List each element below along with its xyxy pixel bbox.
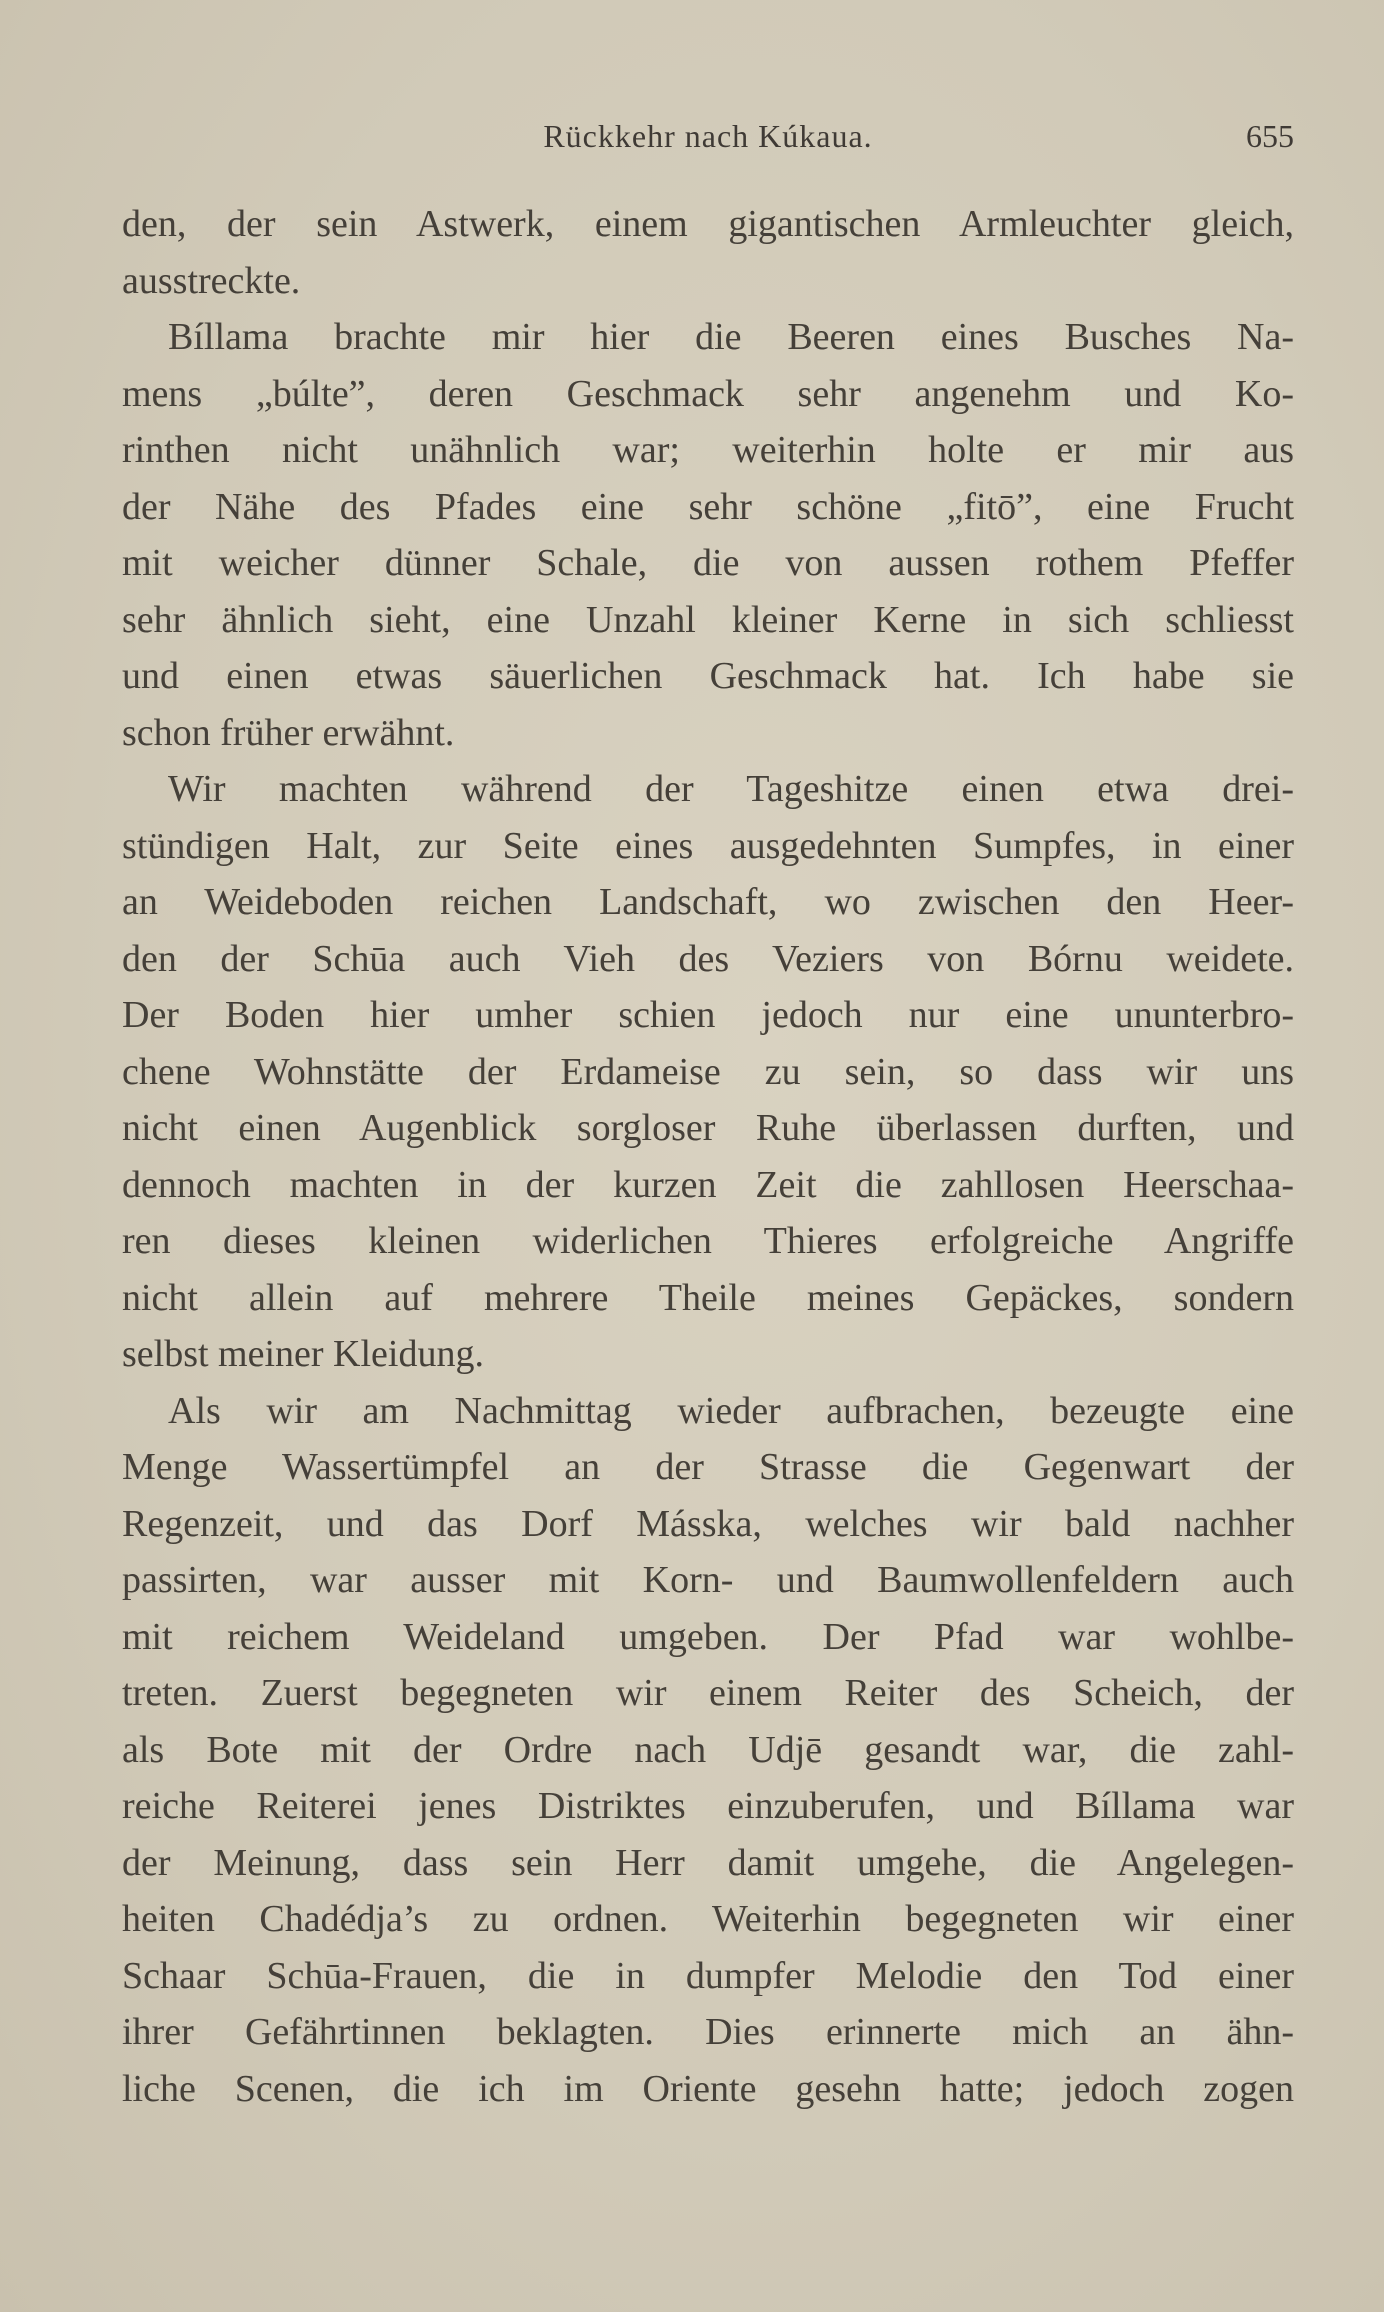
text-line: passirten, war ausser mit Korn- und Baumwollenfeldern auch [122, 1559, 1294, 1601]
text-line: den, der sein Astwerk, einem gigantischen Armleuchter gleich, [122, 203, 1294, 245]
text-line: nicht einen Augenblick sorgloser Ruhe überlassen durften, und [122, 1107, 1294, 1149]
text-line: treten. Zuerst begegneten wir einem Reiter des Scheich, der [122, 1672, 1294, 1714]
text-line: mit reichem Weideland umgeben. Der Pfad war wohlbe- [122, 1615, 1294, 1658]
text-line: sehr ähnlich sieht, eine Unzahl kleiner Kerne in sich schliesst [122, 598, 1294, 641]
text-line: reiche Reiterei jenes Distriktes einzuberufen, und Bíllama war [122, 1785, 1294, 1827]
body-text [122, 196, 1294, 2117]
text-line: ausstreckte. [122, 259, 301, 302]
text-line: stündigen Halt, zur Seite eines ausgedehnten Sumpfes, in einer [122, 824, 1294, 867]
text-line: selbst meiner Kleidung. [122, 1333, 484, 1375]
text-line: der Nähe des Pfades eine sehr schöne „fitō”, eine Frucht [122, 485, 1294, 528]
text-line: und einen etwas säuerlichen Geschmack hat. Ich habe sie [122, 655, 1294, 697]
text-line: den der Schūa auch Vieh des Veziers von Bórnu weidete. [122, 937, 1294, 980]
text-line: mens „búlte”, deren Geschmack sehr angenehm und Ko- [122, 372, 1294, 415]
text-line: an Weideboden reichen Landschaft, wo zwischen den Heer- [122, 881, 1294, 923]
text-line: Wir machten während der Tageshitze einen etwa drei- [168, 768, 1294, 810]
text-line: rinthen nicht unähnlich war; weiterhin holte er mir aus [122, 429, 1294, 471]
text-line: mit weicher dünner Schale, die von aussen rothem Pfeffer [122, 542, 1294, 584]
text-line: ihrer Gefährtinnen beklagten. Dies erinnerte mich an ähn- [122, 2011, 1294, 2053]
text-line: Schaar Schūa-Frauen, die in dumpfer Melodie den Tod einer [122, 1954, 1294, 1997]
text-line: liche Scenen, die ich im Oriente gesehn hatte; jedoch zogen [122, 2067, 1294, 2110]
page-number: 655 [1246, 118, 1294, 154]
text-line: heiten Chadédja’s zu ordnen. Weiterhin begegneten wir einer [122, 1898, 1294, 1940]
text-line: nicht allein auf mehrere Theile meines Gepäckes, sondern [122, 1276, 1294, 1319]
running-head: Rückkehr nach Kúkaua. [543, 118, 873, 154]
text-line: dennoch machten in der kurzen Zeit die zahllosen Heerschaa- [122, 1163, 1294, 1206]
text-line: Als wir am Nachmittag wieder aufbrachen, bezeugte eine [168, 1389, 1294, 1432]
text-line: ren dieses kleinen widerlichen Thieres erfolgreiche Angriffe [122, 1220, 1294, 1262]
text-line: als Bote mit der Ordre nach Udjē gesandt war, die zahl- [122, 1728, 1294, 1771]
text-line: Bíllama brachte mir hier die Beeren eines Busches Na- [168, 316, 1294, 358]
text-line: schon früher erwähnt. [122, 711, 455, 754]
text-line: der Meinung, dass sein Herr damit umgehe, die Angelegen- [122, 1841, 1294, 1884]
text-line: Der Boden hier umher schien jedoch nur eine ununterbro- [122, 994, 1294, 1036]
page-header [122, 118, 1294, 158]
text-line: chene Wohnstätte der Erdameise zu sein, so dass wir uns [122, 1050, 1294, 1093]
text-line: Regenzeit, und das Dorf Másska, welches wir bald nachher [122, 1502, 1294, 1545]
text-line: Menge Wassertümpfel an der Strasse die Gegenwart der [122, 1446, 1294, 1488]
